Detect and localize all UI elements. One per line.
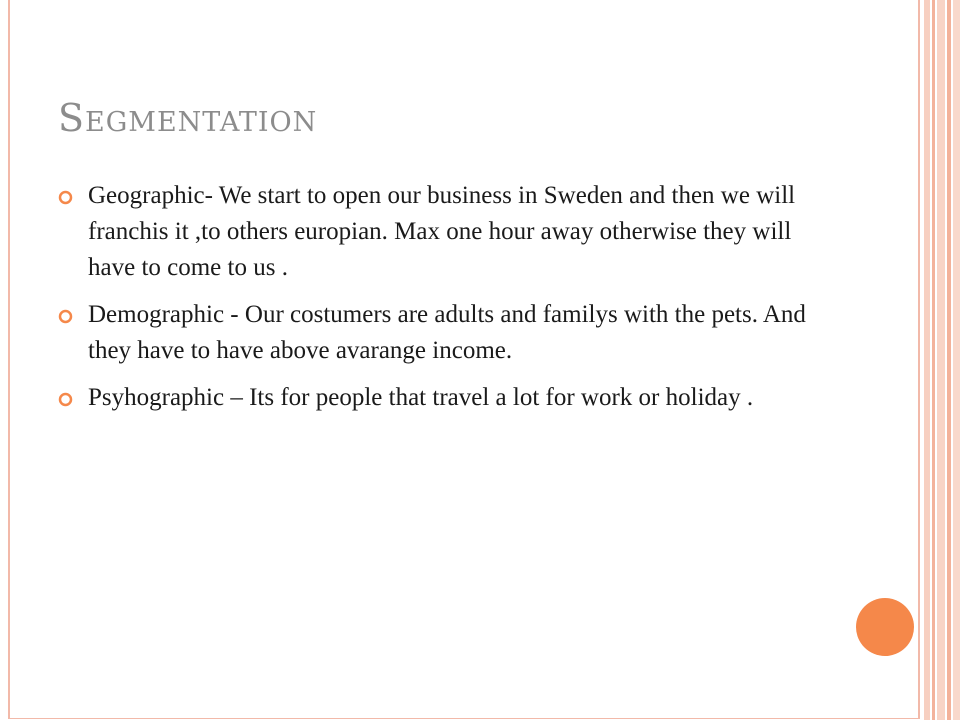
side-stripe <box>924 0 930 720</box>
decorative-circle <box>856 598 914 656</box>
slide-title: Segmentation <box>58 96 318 140</box>
side-stripe <box>953 0 960 720</box>
side-stripe <box>947 0 951 720</box>
bullet-item-psychographic <box>58 380 828 416</box>
bullet-list <box>58 178 828 427</box>
ring-bullet-icon <box>58 309 73 324</box>
bullet-text: Demographic - Our costumers are adults and familys with the pets. And they have to have above avarange income. <box>88 301 806 364</box>
bullet-item-demographic <box>58 297 828 369</box>
bullet-item-geographic <box>58 178 828 286</box>
side-stripe <box>932 0 935 720</box>
ring-bullet-icon <box>58 190 73 205</box>
ring-bullet-icon <box>58 392 73 407</box>
bullet-text: Geographic- We start to open our business in Sweden and then we will franchis it ,to others europian. Max one hour away otherwise they will have to come to us . <box>88 182 796 281</box>
side-stripe <box>937 0 945 720</box>
bullet-text: Psyhographic – Its for people that travel a lot for work or holiday . <box>88 384 754 411</box>
